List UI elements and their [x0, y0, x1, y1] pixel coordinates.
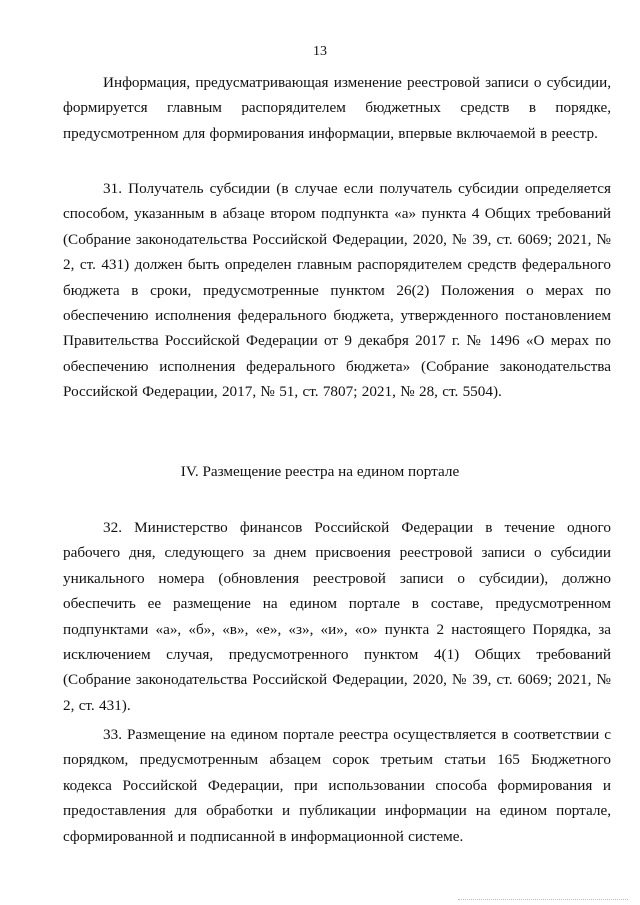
paragraph-31: 31. Получатель субсидии (в случае если получатель субсидии определяется способом, указанным в абзаце втором подпункта «а» пункта 4 Общих требований (Собрание законодательства Российской Федерации, 2020, № 39, ст. 6069; 2021, № 2, ст. 431) должен быть определен главным распорядителем средств федерального бюджета в сроки, предусмотренные пунктом 26(2) Положения о мерах по обеспечению исполнения федерального бюджета, утвержденного постановлением Правительства Российской Федерации от 9 декабря 2017 г. № 1496 «О мерах по обеспечению исполнения федерального бюджета» (Собрание законодательства Российской Федерации, 2017, № 51, ст. 7807; 2021, № 28, ст. 5504). [63, 180, 611, 401]
paragraph-32: 32. Министерство финансов Российской Федерации в течение одного рабочего дня, следующего за днем присвоения реестровой записи о субсидии уникального номера (обновления реестровой записи о субсидии), должно обеспечить ее размещение на едином портале в составе, предусмотренном подпунктами «а», «б», «в», «е», «з», «и», «о» пункта 2 настоящего Порядка, за исключением случая, предусмотренного пунктом 4(1) Общих требований (Собрание законодательства Российской Федерации, 2020, № 39, ст. 6069; 2021, № 2, ст. 431). [63, 519, 611, 714]
page-number: 13 [313, 44, 327, 59]
paragraph-33: 33. Размещение на едином портале реестра осуществляется в соответствии с порядком, предусмотренным абзацем сорок третьим статьи 165 Бюджетного кодекса Российской Федерации, при использовании способа формирования и предоставления для обработки и публикации информации на едином портале, сформированной и подписанной в информационной системе. [63, 726, 611, 845]
paragraph-registry-change-info: Информация, предусматривающая изменение реестровой записи о субсидии, формируется главным распорядителем бюджетных средств в порядке, предусмотренном для формирования информации, впервые включаемой в реестр. [63, 74, 611, 142]
scan-edge-mark [458, 899, 628, 901]
section-heading: IV. Размещение реестра на едином портале [180, 463, 460, 480]
